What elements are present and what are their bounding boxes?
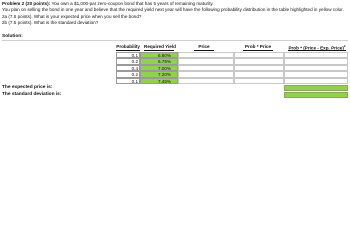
cell-prob-price[interactable] — [234, 78, 284, 84]
header-prob-deviation — [288, 43, 346, 51]
question-2b: 2b (7.5 points). What is the standard deviation? — [2, 20, 99, 26]
cell-required-yield[interactable]: 7.20% — [140, 71, 178, 77]
solution-label: Solution: — [2, 34, 23, 39]
table-row — [116, 78, 348, 84]
header-superscript: 2 — [343, 44, 346, 48]
expected-price-label: The expected price is: — [2, 85, 53, 90]
problem-intro: You own a $1,000-par zero-coupon bond that has 5 years of remaining maturity. — [51, 1, 214, 6]
header-prob-price: Prob * Price — [244, 44, 272, 49]
question-2a: 2a (7.5 points). What is your expected price when you sell the bond? — [2, 13, 142, 19]
std-dev-answer-cell[interactable] — [284, 92, 348, 98]
cell-probability[interactable]: 0.1 — [116, 78, 140, 84]
problem-statement — [2, 1, 348, 27]
problem-title: Problem 2 (20 points): — [2, 1, 51, 6]
std-dev-label: The standard deviation is: — [2, 92, 62, 97]
cell-probability[interactable]: 0.1 — [116, 52, 140, 58]
cell-required-yield[interactable]: 6.60% — [140, 52, 178, 58]
worksheet-page — [0, 0, 350, 108]
header-required-yield: Required Yield — [144, 44, 176, 49]
header-price: Price — [194, 43, 214, 51]
cell-probability[interactable]: 0.2 — [116, 58, 140, 64]
cell-prob-deviation[interactable] — [284, 78, 348, 84]
cell-price[interactable] — [178, 78, 234, 84]
header-probability: Probability — [116, 44, 140, 49]
divider — [2, 40, 348, 41]
expected-price-answer-cell[interactable] — [284, 85, 348, 91]
header-prob-deviation-label: Prob * (Price - Exp. Price) — [288, 45, 344, 51]
cell-required-yield[interactable]: 7.00% — [140, 65, 178, 71]
cell-probability[interactable]: 0.4 — [116, 65, 140, 71]
cell-required-yield[interactable]: 6.75% — [140, 58, 178, 64]
cell-probability[interactable]: 0.2 — [116, 71, 140, 77]
cell-required-yield[interactable]: 7.45% — [140, 78, 178, 84]
problem-line-2: You plan on selling the bond in one year and believe that the required yield next year will have the following probability distribution in the table highlighted in yellow color. — [2, 7, 344, 13]
